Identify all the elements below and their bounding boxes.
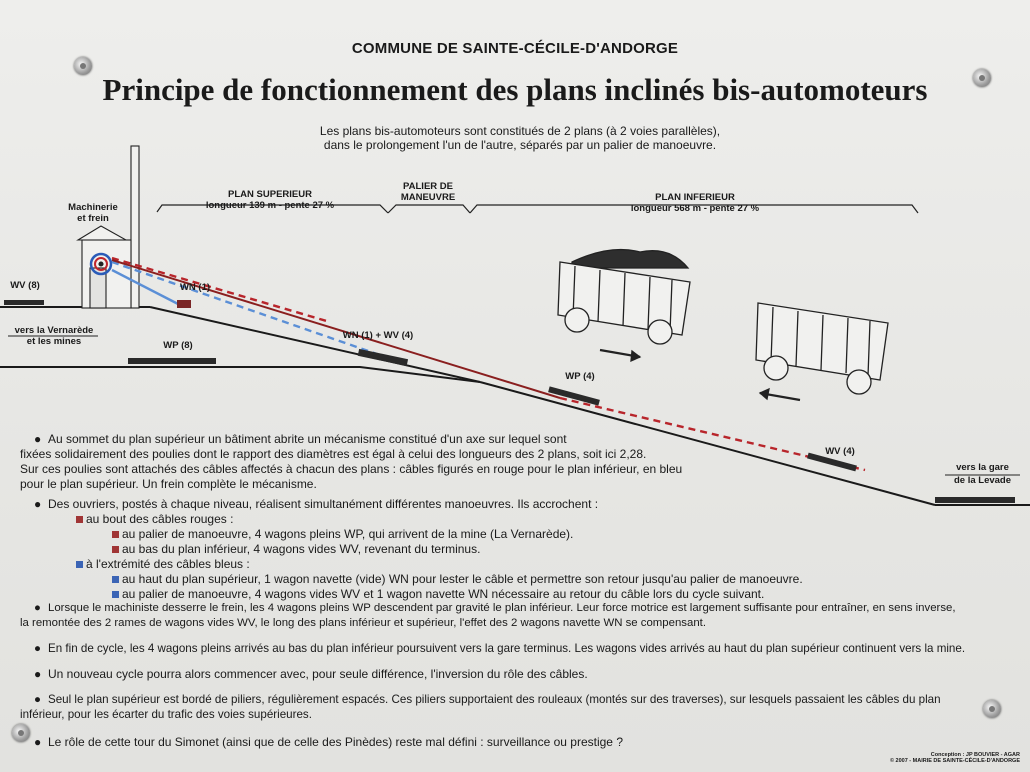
wheel	[565, 308, 589, 332]
palier-line-1: PALIER DE	[403, 181, 453, 192]
wp4-label: WP (4)	[565, 371, 595, 382]
p6-line-1	[20, 692, 1020, 707]
p2-red-2-text: au bas du plan inférieur, 4 wagons vides WV, revenant du terminus.	[122, 542, 481, 556]
red-square-icon	[112, 546, 119, 553]
p2-red-head	[34, 512, 834, 527]
page-title: Principe de fonctionnement des plans inclinés bis-automoteurs	[102, 72, 928, 107]
wn-wv4-label: WN (1) + WV (4)	[342, 330, 414, 341]
p1-line-1-text: Au sommet du plan supérieur un bâtiment abrite un mécanisme constitué d'un axe sur lequel sont	[48, 432, 567, 446]
p1-line-2: fixées solidairement des poulies dont le rapport des diamètres est égal à celui des longueurs des 2 plans, soit ici 2,28.	[20, 447, 647, 461]
plan-superieur-label	[190, 189, 350, 211]
p4-text: En fin de cycle, les 4 wagons pleins arrivés au bas du plan inférieur poursuivent vers la gare terminus. Les wagons vides arrivés au haut du plan supérieur continuent vers la mine.	[48, 642, 966, 655]
p2-blue-head-text: à l'extrémité des câbles bleus :	[86, 557, 250, 571]
p2-red-1-text: au palier de manoeuvre, 4 wagons pleins WP, qui arrivent de la mine (La Vernarède).	[122, 527, 574, 541]
coal-wagon-illustration-1	[558, 250, 690, 361]
lower-track	[0, 367, 480, 382]
p2-blue-1-text: au haut du plan supérieur, 1 wagon navette (vide) WN pour lester le câble et permettre son retour jusqu'au palier de manoeuvre.	[122, 572, 803, 586]
bracket-palier	[388, 205, 470, 213]
p1-line-1	[20, 432, 700, 447]
gare-label	[940, 462, 1025, 486]
bullet-icon: ●	[34, 735, 42, 749]
paragraph-descent	[20, 601, 1025, 631]
wheel	[764, 356, 788, 380]
intro-line-2: dans le prolongement l'un de l'autre, séparés par un palier de manoeuvre.	[323, 138, 717, 152]
p1-line-4: pour le plan supérieur. Un frein complète le mécanisme.	[20, 477, 317, 491]
plan-superieur-title: PLAN SUPERIEUR	[228, 189, 312, 200]
wv8-label: WV (8)	[10, 280, 40, 291]
screw-bottom-left	[12, 724, 30, 742]
plan-inferieur-sub: longueur 568 m - pente 27 %	[630, 203, 760, 214]
paragraph-mechanism	[20, 432, 700, 492]
coal-wagon-illustration-2	[756, 303, 888, 400]
wp8-label: WP (8)	[163, 340, 193, 351]
p2-intro-text: Des ouvriers, postés à chaque niveau, réalisent simultanément différentes manoeuvres. Ils accrochent :	[48, 497, 599, 511]
p2-blue-head	[34, 557, 834, 572]
vernarede-line-1: vers la Vernarède	[14, 325, 94, 336]
motion-arrowhead	[760, 389, 769, 399]
p3-line-1-text: Lorsque le machiniste desserre le frein, les 4 wagons pleins WP descendent par gravité le plan inférieur. Leur force motrice est largement suffisante pour entraîner, en sens inverse,	[48, 602, 956, 614]
gare-line-1: vers la gare	[956, 462, 1009, 473]
motion-arrowhead	[631, 351, 640, 361]
gare-line-2: de la Levade	[953, 475, 1012, 486]
bullet-icon: ●	[34, 432, 42, 446]
train-wn1-top	[177, 300, 191, 308]
plan-inferieur-title: PLAN INFERIEUR	[655, 192, 735, 203]
red-cable-solid	[112, 260, 560, 398]
p2-red-1	[34, 527, 834, 542]
blue-cable-dashed	[112, 262, 400, 362]
vernarede-label	[6, 325, 102, 347]
p3-line-1	[20, 601, 1025, 616]
p3-line-2: la remontée des 2 rames de wagons vides WV, le long des plans inférieur et supérieur, l'effet des 2 wagons navette WN se compensant.	[20, 617, 706, 629]
p2-blue-2-text: au palier de manoeuvre, 4 wagons vides WV et 1 wagon navette WN nécessaire au retour du câble lors du cycle suivant.	[122, 587, 765, 601]
paragraph-new-cycle	[34, 667, 934, 682]
train-wp8	[128, 358, 216, 364]
blue-square-icon	[76, 561, 83, 568]
p5-text: Un nouveau cycle pourra alors commencer avec, pour seule différence, l'inversion du rôle des câbles.	[48, 667, 588, 681]
p2-red-head-text: au bout des câbles rouges :	[86, 512, 234, 526]
commune-header: COMMUNE DE SAINTE-CÉCILE-D'ANDORGE	[351, 40, 679, 57]
credits	[890, 752, 1020, 764]
blue-square-icon	[112, 576, 119, 583]
p2-blue-1	[34, 572, 834, 587]
coal-load	[572, 250, 688, 268]
p6-line-2: inférieur, pour les écarter du trafic des voies supérieures.	[20, 708, 312, 721]
p2-red-2	[34, 542, 834, 557]
p2-blue-2	[34, 587, 834, 602]
wheel	[847, 370, 871, 394]
machinerie-line-1: Machinerie	[68, 202, 118, 213]
bullet-icon: ●	[34, 667, 42, 681]
vernarede-line-2: et les mines	[26, 336, 82, 347]
credits-line-1: Conception : JP BOUVIER - AGAR	[930, 752, 1020, 758]
pulley-center	[99, 262, 103, 266]
palier-label	[388, 181, 468, 203]
machinerie-label	[58, 202, 128, 224]
wv4-label: WV (4)	[825, 446, 855, 457]
p2-intro	[34, 497, 834, 512]
red-square-icon	[112, 531, 119, 538]
machinery-building	[78, 146, 139, 308]
paragraph-tower	[34, 735, 834, 750]
p7-text: Le rôle de cette tour du Simonet (ainsi que de celle des Pinèdes) reste mal défini : surveillance ou prestige ?	[48, 735, 623, 749]
building-roof	[78, 226, 126, 240]
paragraph-pillars	[20, 692, 1020, 722]
wn1-top-label: WN (1)	[179, 282, 211, 293]
bullet-icon: ●	[34, 602, 41, 614]
train-wv8	[4, 300, 44, 305]
intro-line-1: Les plans bis-automoteurs sont constitués de 2 plans (à 2 voies parallèles),	[319, 124, 721, 138]
wheel	[648, 320, 672, 344]
paragraph-workers	[34, 497, 834, 602]
plan-superieur-sub: longueur 139 m - pente 27 %	[205, 200, 335, 211]
palier-line-2: MANEUVRE	[400, 192, 456, 203]
blue-square-icon	[112, 591, 119, 598]
red-square-icon	[76, 516, 83, 523]
train-wn-wv4	[358, 349, 408, 366]
bullet-icon: ●	[34, 693, 42, 706]
train-gare	[935, 497, 1015, 503]
bullet-icon: ●	[34, 642, 42, 655]
paragraph-end-cycle	[34, 641, 1024, 656]
plan-inferieur-label	[610, 192, 780, 214]
upper-incline	[150, 307, 480, 382]
credits-line-2: © 2007 - MAIRIE DE SAINTE-CÉCILE-D'ANDORGE	[889, 758, 1020, 764]
red-cable-dashed	[112, 258, 330, 322]
bullet-icon: ●	[34, 497, 42, 511]
p1-line-3: Sur ces poulies sont attachés des câbles affectés à chacun des plans : câbles figurés en rouge pour le plan inférieur, en bleu	[20, 462, 683, 476]
machinerie-line-2: et frein	[77, 213, 109, 224]
p6-line-1-text: Seul le plan supérieur est bordé de piliers, régulièrement espacés. Ces piliers supportaient des rouleaux (montés sur des traverses), sur lesquels passaient les câbles du plan	[48, 693, 941, 706]
